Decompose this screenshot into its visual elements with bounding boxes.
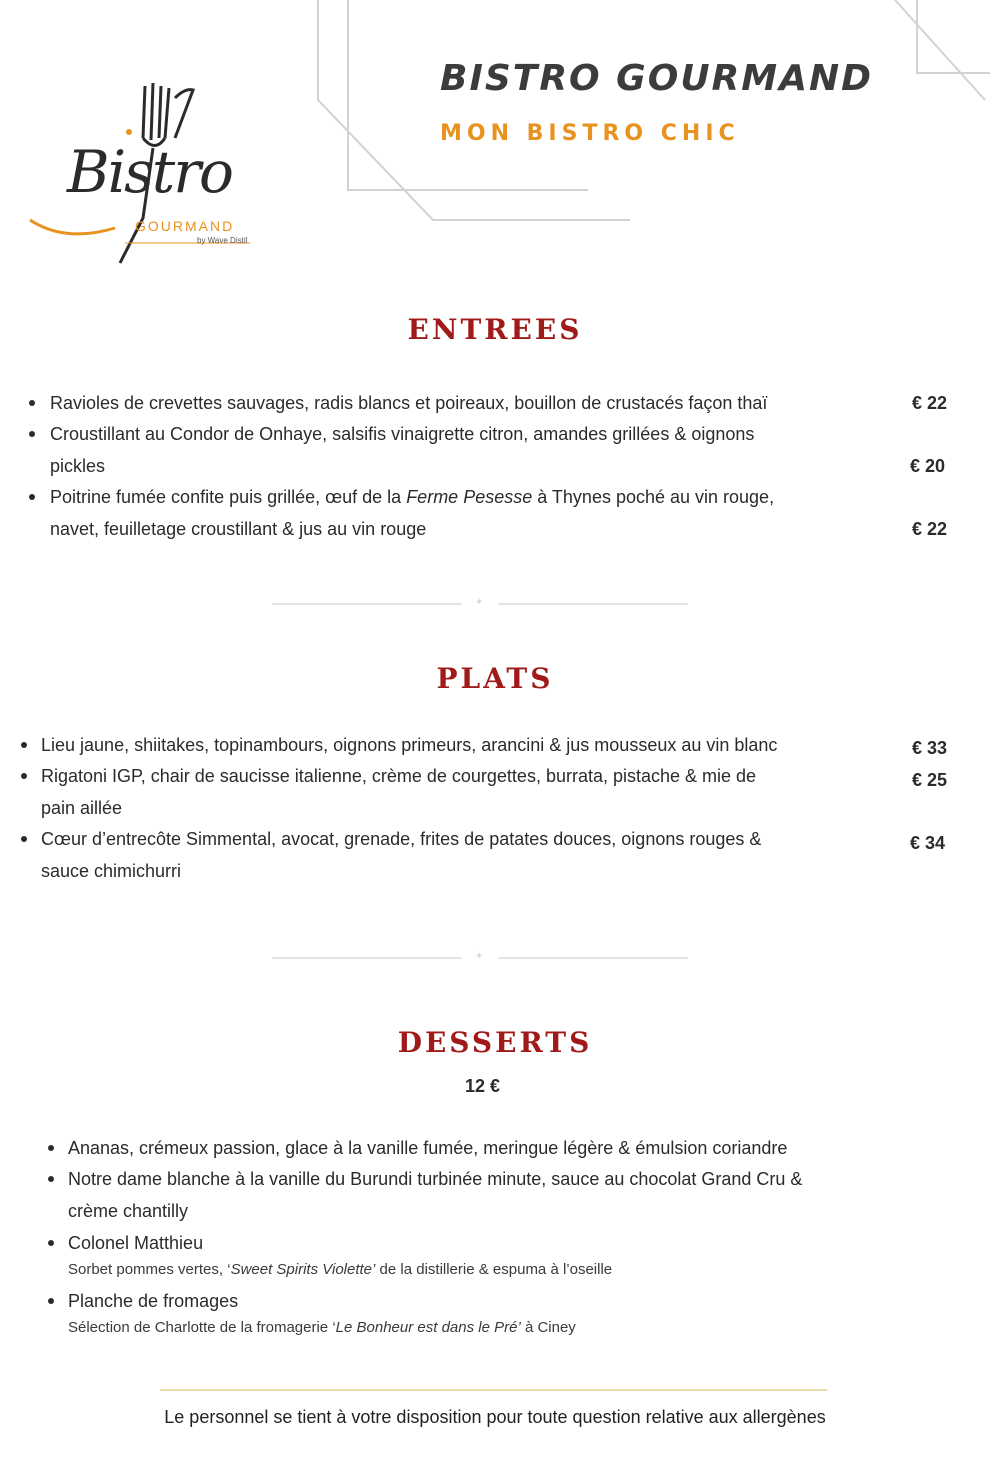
item-text: Ananas, crémeux passion, glace à la vanille fumée, meringue légère & émulsion coriandre xyxy=(68,1138,788,1158)
item-name: Colonel Matthieu xyxy=(68,1233,204,1253)
footer-divider xyxy=(160,1389,827,1391)
desserts-price: 12 € xyxy=(464,1076,501,1096)
item-price: € 34 xyxy=(910,833,946,853)
bullet-icon xyxy=(21,836,27,842)
bullet-icon xyxy=(48,1145,54,1151)
section-title-entrees: ENTREES xyxy=(407,313,583,346)
page-subtitle: MON BISTRO CHIC xyxy=(440,121,740,146)
item-price: € 33 xyxy=(912,738,948,758)
item-price: € 22 xyxy=(912,519,948,539)
item-text: Lieu jaune, shiitakes, topinambours, oignons primeurs, arancini & jus mousseux au vin blanc xyxy=(41,735,778,755)
item-text: Rigatoni IGP, chair de saucisse italienne, crème de courgettes, burrata, pistache & mie de xyxy=(41,766,757,786)
item-price: € 22 xyxy=(912,393,948,413)
bullet-icon xyxy=(29,431,35,437)
bullet-icon xyxy=(48,1176,54,1182)
bullet-icon xyxy=(29,494,35,500)
item-text: Ravioles de crevettes sauvages, radis blancs et poireaux, bouillon de crustacés façon thaï xyxy=(50,393,768,413)
item-name: Planche de fromages xyxy=(68,1291,239,1311)
bullet-icon xyxy=(21,742,27,748)
diamond-icon: ✦ xyxy=(475,597,484,608)
item-text: pickles xyxy=(50,456,106,476)
bullet-icon xyxy=(21,773,27,779)
bullet-icon xyxy=(48,1240,54,1246)
allergen-notice: Le personnel se tient à votre disposition pour toute question relative aux allergènes xyxy=(164,1407,826,1427)
diamond-icon: ✦ xyxy=(475,951,484,962)
item-description: Sélection de Charlotte de la fromagerie ‘Le Bonheur est dans le Pré’ à Ciney xyxy=(68,1319,576,1336)
item-text: Cœur d’entrecôte Simmental, avocat, grenade, frites de patates douces, oignons rouges & xyxy=(41,829,762,849)
logo-word: GOURMAND xyxy=(135,218,235,234)
item-text: Notre dame blanche à la vanille du Burundi turbinée minute, sauce au chocolat Grand Cru & xyxy=(68,1169,803,1189)
item-text: crème chantilly xyxy=(68,1201,189,1221)
bullet-icon xyxy=(29,400,35,406)
bistro-gourmand-logo xyxy=(25,78,265,268)
bullet-icon xyxy=(48,1298,54,1304)
item-text: Croustillant au Condor de Onhaye, salsifis vinaigrette citron, amandes grillées & oignons xyxy=(50,424,755,444)
item-description: Sorbet pommes vertes, ‘Sweet Spirits Violette’ de la distillerie & espuma à l’oseille xyxy=(68,1261,613,1278)
section-title-desserts: DESSERTS xyxy=(397,1026,593,1059)
logo-byline: by Wave Distil xyxy=(197,236,248,245)
section-title-plats: PLATS xyxy=(436,662,554,695)
item-text: Poitrine fumée confite puis grillée, œuf de la Ferme Pesesse à Thynes poché au vin rouge, xyxy=(50,487,775,507)
item-text: pain aillée xyxy=(41,798,123,818)
item-price: € 25 xyxy=(912,770,948,790)
logo-script-text: Bistro xyxy=(67,138,232,206)
item-price: € 20 xyxy=(910,456,946,476)
item-text: sauce chimichurri xyxy=(41,861,182,881)
item-text: navet, feuilletage croustillant & jus au vin rouge xyxy=(50,519,427,539)
page-title: BISTRO GOURMAND xyxy=(440,58,873,99)
